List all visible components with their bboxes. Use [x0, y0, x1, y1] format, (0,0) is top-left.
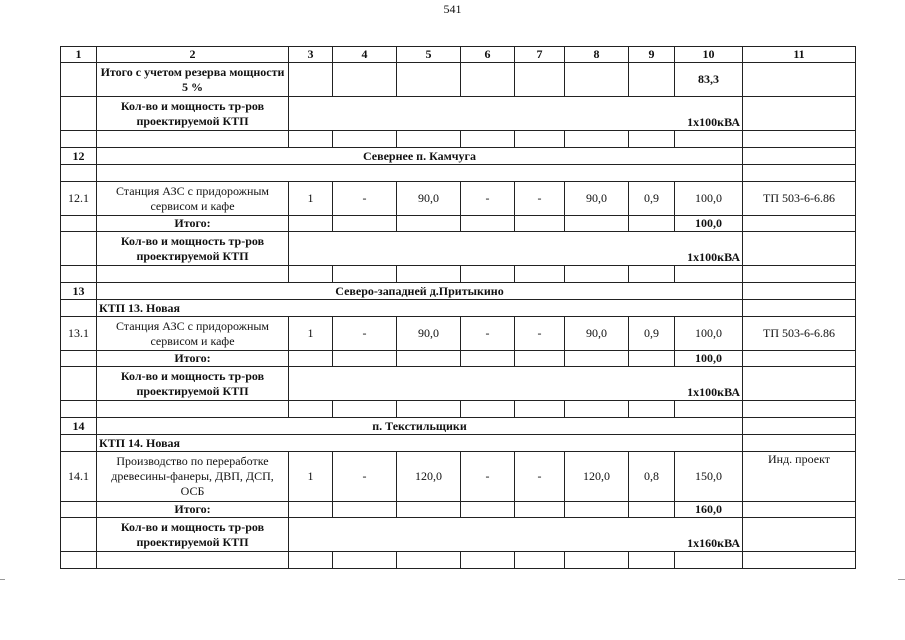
empty-row [61, 401, 856, 418]
table-row [61, 232, 856, 266]
page-number: 541 [443, 2, 462, 16]
table-row: 14.1 Производство по переработке древесины-фанеры, ДВП, ДСП, ОСБ 1 - 120,0 - - 120,0 0,8 150,0 Инд. проект [61, 452, 856, 502]
col-header-2: 2 [97, 47, 289, 63]
col-header-5: 5 [397, 47, 461, 63]
col-header-9: 9 [629, 47, 675, 63]
total-reserve-value: 83,3 [675, 63, 743, 97]
total-value: 160,0 [675, 502, 743, 518]
table-row [61, 518, 856, 552]
total-label: Итого: [97, 351, 289, 367]
col-header-4: 4 [333, 47, 397, 63]
transformers-label: Кол-во и мощность тр-ров проектируемой КТП [97, 97, 289, 131]
transformers-value: 1х100кВА [289, 232, 743, 266]
empty-row [61, 552, 856, 569]
margin-mark-right [898, 579, 905, 580]
col-header-11: 11 [743, 47, 856, 63]
transformers-label: Кол-во и мощность тр-ров проектируемой КТП [97, 367, 289, 401]
consumer-name: Производство по переработке древесины-фанеры, ДВП, ДСП, ОСБ [97, 452, 289, 502]
section-number: 12 [61, 148, 97, 165]
section-number: 13 [61, 283, 97, 300]
col-header-8: 8 [565, 47, 629, 63]
empty-row [61, 165, 856, 182]
section-row [61, 418, 856, 435]
margin-mark-left [0, 579, 5, 580]
subsection-row [61, 300, 856, 317]
section-row [61, 148, 856, 165]
header-row [61, 47, 856, 63]
total-label: Итого: [97, 502, 289, 518]
total-reserve-label: Итого с учетом резерва мощности 5 % [97, 63, 289, 97]
table-row [61, 63, 856, 97]
total-row [61, 351, 856, 367]
col-header-7: 7 [515, 47, 565, 63]
subsection-title: КТП 14. Новая [97, 435, 743, 452]
table-row: 13.1 Станция АЗС с придорожным сервисом и кафе 1 - 90,0 - - 90,0 0,9 100,0 ТП 503-6-6.86 [61, 317, 856, 351]
col-header-10: 10 [675, 47, 743, 63]
table-row [61, 97, 856, 131]
total-row [61, 502, 856, 518]
consumer-name: Станция АЗС с придорожным сервисом и кафе [97, 182, 289, 216]
section-row [61, 283, 856, 300]
empty-row [61, 131, 856, 148]
total-row [61, 216, 856, 232]
table-row: 12.1 Станция АЗС с придорожным сервисом и кафе 1 - 90,0 - - 90,0 0,9 100,0 ТП 503-6-6.86 [61, 182, 856, 216]
col-header-3: 3 [289, 47, 333, 63]
section-number: 14 [61, 418, 97, 435]
subsection-title: КТП 13. Новая [97, 300, 743, 317]
transformers-value: 1х100кВА [289, 367, 743, 401]
section-title: Севернее п. Камчуга [97, 148, 743, 165]
empty-row [61, 266, 856, 283]
section-title: п. Текстильщики [97, 418, 743, 435]
col-header-6: 6 [461, 47, 515, 63]
col-header-1: 1 [61, 47, 97, 63]
consumer-name: Станция АЗС с придорожным сервисом и кафе [97, 317, 289, 351]
transformers-value: 1х160кВА [289, 518, 743, 552]
total-label: Итого: [97, 216, 289, 232]
total-value: 100,0 [675, 216, 743, 232]
subsection-row [61, 435, 856, 452]
table-row [61, 367, 856, 401]
transformers-label: Кол-во и мощность тр-ров проектируемой КТП [97, 232, 289, 266]
total-value: 100,0 [675, 351, 743, 367]
power-load-table [60, 46, 856, 569]
transformers-label: Кол-во и мощность тр-ров проектируемой КТП [97, 518, 289, 552]
section-title: Северо-западней д.Притыкино [97, 283, 743, 300]
transformers-value: 1х100кВА [289, 97, 743, 131]
